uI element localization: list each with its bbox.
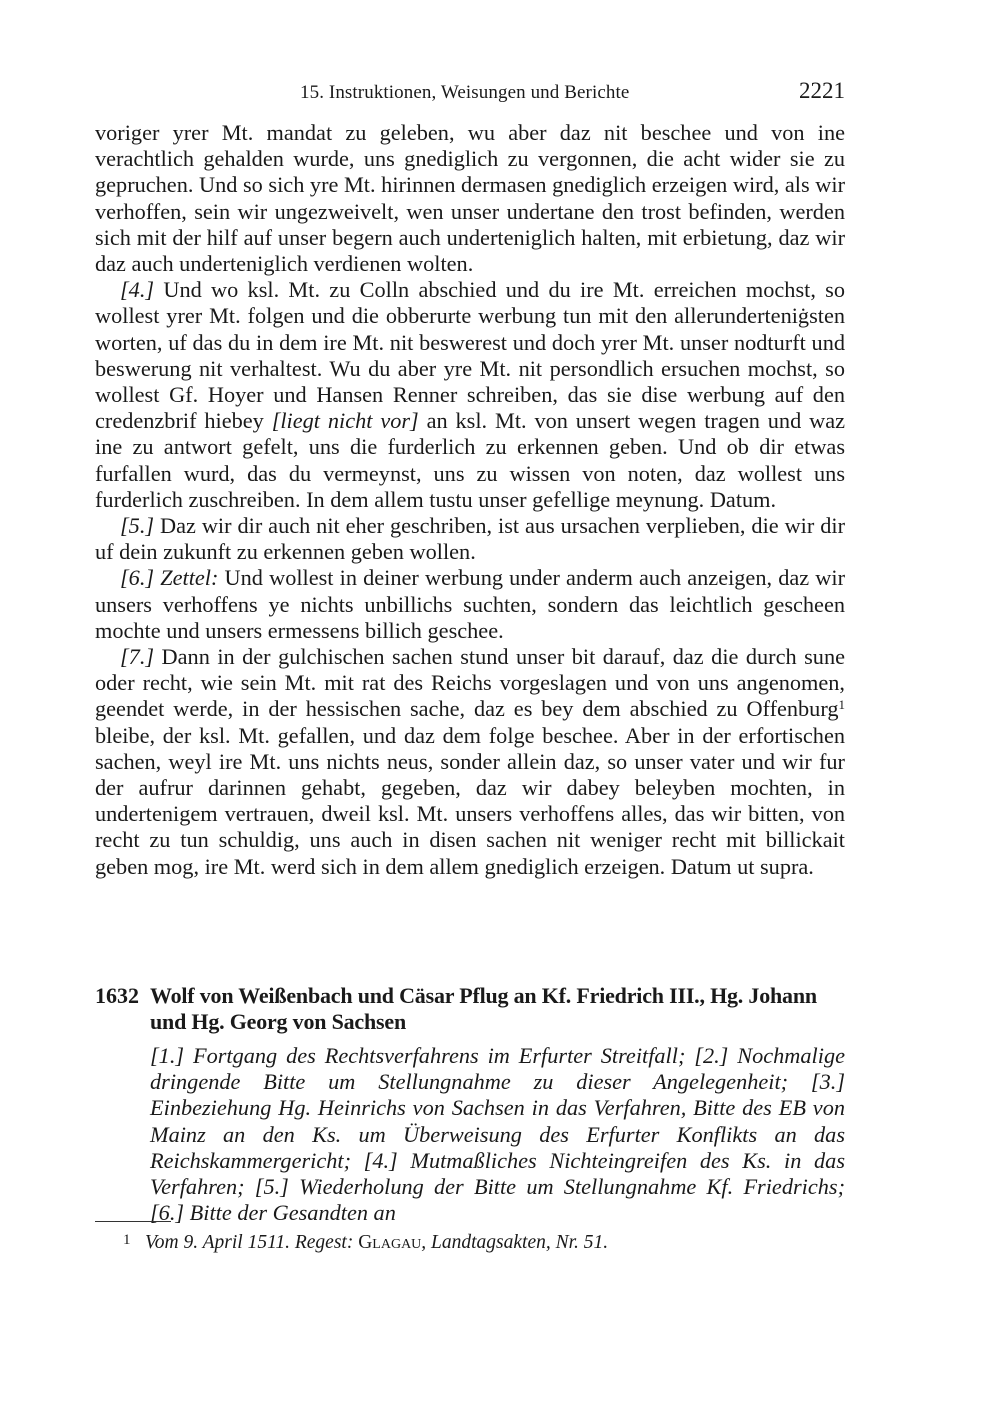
document-title: Wolf von Weißenbach und Cäsar Pflug an Kf. Friedrich III., Hg. Johann und Hg. Georg von Sachsen — [150, 983, 817, 1034]
footnote — [123, 1228, 823, 1255]
paragraph-3-text: Daz wir dir auch nit eher geschriben, ist aus ursachen verplieben, die wir dir uf dein zukunft zu erkennen geben wollen. — [95, 513, 845, 565]
running-head — [95, 78, 845, 108]
body-text — [95, 120, 845, 880]
page-number: 2221 — [799, 78, 845, 103]
document-number: 1632 — [95, 983, 139, 1008]
paragraph-5 — [95, 644, 845, 880]
document-heading — [95, 983, 845, 1035]
paragraph-2 — [95, 277, 845, 513]
paragraph-1-text: voriger yrer Mt. mandat zu geleben, wu aber daz nit beschee und von ine verachtlich gehalden wurde, uns gnediglich zu vergonnen, die acht wider sie zu gepruchen. Und so sich yre Mt. hirinnen dermasen gnediglich erzeigen wird, als wir verhoffen, sein wir ungezweivelt, wen unser undertane den trost befinden, werden sich mit der hilf auf unser begern auch underteniglich halten, mit erbietung, daz wir daz auch underteniglich verdienen wolten. — [95, 120, 845, 277]
paragraph-4 — [95, 565, 845, 644]
paragraph-5-text-b: bleibe, der ksl. Mt. gefallen, und daz dem folge beschee. Aber in der erfortischen sachen, weyl ire Mt. uns nichts neus, sonder allein daz, so unser vater und wir fur der aufrur darinnen gehabt, gegeben, daz wir dabey beleyben mochten, in undertenigem vertrauen, dweil ksl. Mt. unsers verhoffens alles, das wir bitten, von recht zu tun schuldig, uns auch in disen sachen nit weniger recht mit billickait geben mog, ire Mt. werd sich in dem allem gnediglich erzeigen. Datum ut supra. — [95, 722, 845, 879]
paragraph-1 — [95, 120, 845, 277]
footnote-text-a: Vom 9. April 1511. Regest: — [145, 1232, 359, 1253]
section-number-4: [4.] — [120, 277, 155, 303]
footnote-text-b: , Landtagsakten, Nr. 51. — [421, 1232, 609, 1253]
running-title: 15. Instruktionen, Weisungen und Berichte — [300, 82, 630, 103]
section-number-7: [7.] — [120, 644, 155, 670]
footnote-rule — [95, 1221, 171, 1222]
paragraph-2-text-b: an ksl. Mt. von unsert wegen tragen und waz ine zu antwort gefelt, uns die furderlich zu erkennen geben. Und ob dir etwas furfallen wurd, das du vermeynst, uns zu wissen von noten, daz wollest uns furderlich zuschreiben. In dem allem tustu unser gefellige meynung. Datum. — [95, 408, 845, 512]
footnote-reference[interactable]: 1 — [838, 697, 845, 713]
editorial-note: [liegt nicht vor] — [271, 408, 419, 434]
document-regest: [1.] Fortgang des Rechtsverfahrens im Erfurter Streitfall; [2.] Nochmalige dringende Bitte um Stellungnahme zu dieser Angelegenheit; [3.] Einbeziehung Hg. Heinrichs von Sachsen in das Verfahren, Bitte des EB von Mainz an den Ks. um Überweisung des Erfurter Konflikts an das Reichskammergericht; [4.] Mutmaßliches Nichteingreifen des Ks. in das Verfahren; [5.] Wiederholung der Bitte um Stellungnahme Kf. Friedrichs; [6.] Bitte der Gesandten an — [150, 1043, 845, 1226]
page — [95, 0, 845, 1418]
paragraph-4-text: Und wollest in deiner werbung under anderm auch anzeigen, daz wir unsers verhoffens ye nichts unbillichs suchten, sondern das leichtlich gescheen mochte und unsers ermessens billich geschee. — [95, 565, 845, 643]
paragraph-3 — [95, 513, 845, 565]
section-number-6: [6.] Zettel: — [120, 565, 219, 591]
paragraph-5-text-a: Dann in der gulchischen sachen stund unser bit darauf, daz die durch sune oder recht, wie sein Mt. mit rat des Reichs vorgeslagen und von uns angenomen, geendet werde, in der hessischen sache, daz es bey dem abschied zu Offenburg — [95, 644, 845, 722]
section-number-5: [5.] — [120, 513, 155, 539]
footnote-mark: 1 — [123, 1232, 131, 1248]
paragraph-2-text-a: Und wo ksl. Mt. zu Colln abschied und du ire Mt. erreichen mochst, so wollest yrer Mt. folgen und die obberurte werbung tun mit den allerunderteniġsten worten, uf das du in dem ire Mt. nit beswerest und doch yrer Mt. unser nodturft und beswerung nit verhaltest. Wu du aber yre Mt. nit persondlich ersuchen mochst, so wollest Gf. Hoyer und Hansen Renner schreiben, das sie dise werbung auf den credenzbrif hiebey — [95, 277, 845, 434]
footnote-author: Glagau — [358, 1232, 422, 1253]
